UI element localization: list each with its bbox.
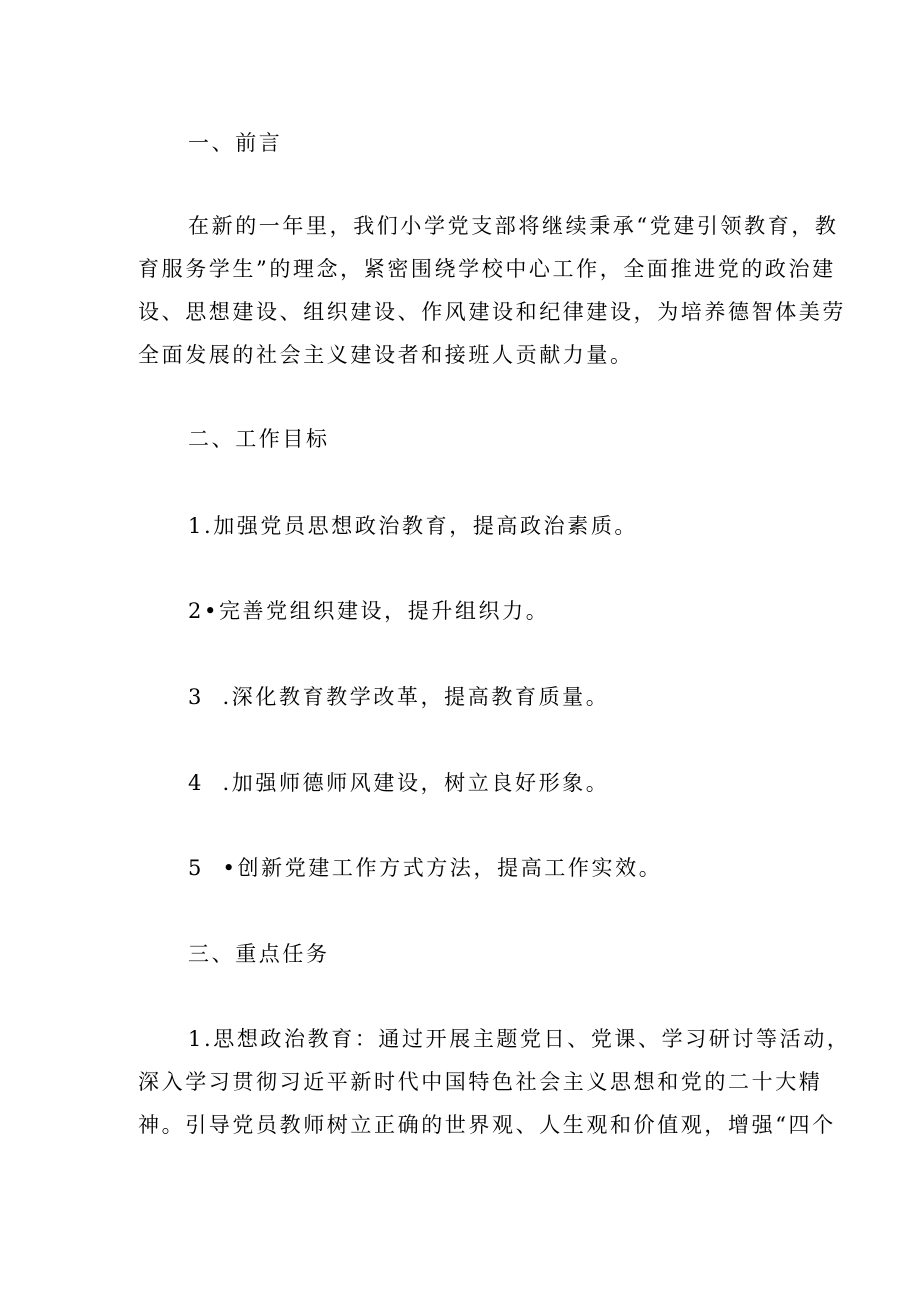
goal-item-3 [138,676,800,719]
list-item: 4 .加强师德师风建设，树立良好形象。 [188,771,610,795]
paragraph-line: 1.思想政治教育：通过开展主题党日、党课、学习研讨等活动， [188,1027,851,1051]
heading-text: 二、工作目标 [188,427,330,451]
paragraph-line: 育服务学生”的理念，紧密围绕学校中心工作，全面推进党的政治建 [138,257,836,281]
list-item: 5 •创新党建工作方式方法，提高工作实效。 [188,856,663,880]
heading-text: 三、重点任务 [188,942,330,966]
paragraph-line: 在新的一年里，我们小学党支部将继续秉承“党建引领教育，教 [188,214,839,238]
section-heading-key-tasks [138,933,800,976]
preface-paragraph [138,205,846,377]
paragraph-line: 深入学习贯彻习近平新时代中国特色社会主义思想和党的二十大精 [138,1070,823,1094]
paragraph-line: 神。引导党员教师树立正确的世界观、人生观和价值观，增强“四个 [138,1113,836,1137]
paragraph-line: 设、思想建设、组织建设、作风建设和纪律建设，为培养德智体美劳 [138,300,846,324]
section-heading-goals [138,418,800,461]
list-item: 2•完善党组织建设，提升组织力。 [188,599,550,623]
goal-item-4 [138,762,800,805]
paragraph-line: 全面发展的社会主义建设者和接班人贡献力量。 [138,343,634,367]
list-item: 1.加强党员思想政治教育，提高政治素质。 [188,514,639,538]
task-item-1 [138,1018,851,1147]
goal-item-5 [138,847,800,890]
goal-item-1 [138,505,800,548]
goal-item-2 [138,590,800,633]
list-item: 3 .深化教育教学改革，提高教育质量。 [188,685,610,709]
section-heading-preface [138,122,800,165]
heading-text: 一、前言 [188,131,283,155]
